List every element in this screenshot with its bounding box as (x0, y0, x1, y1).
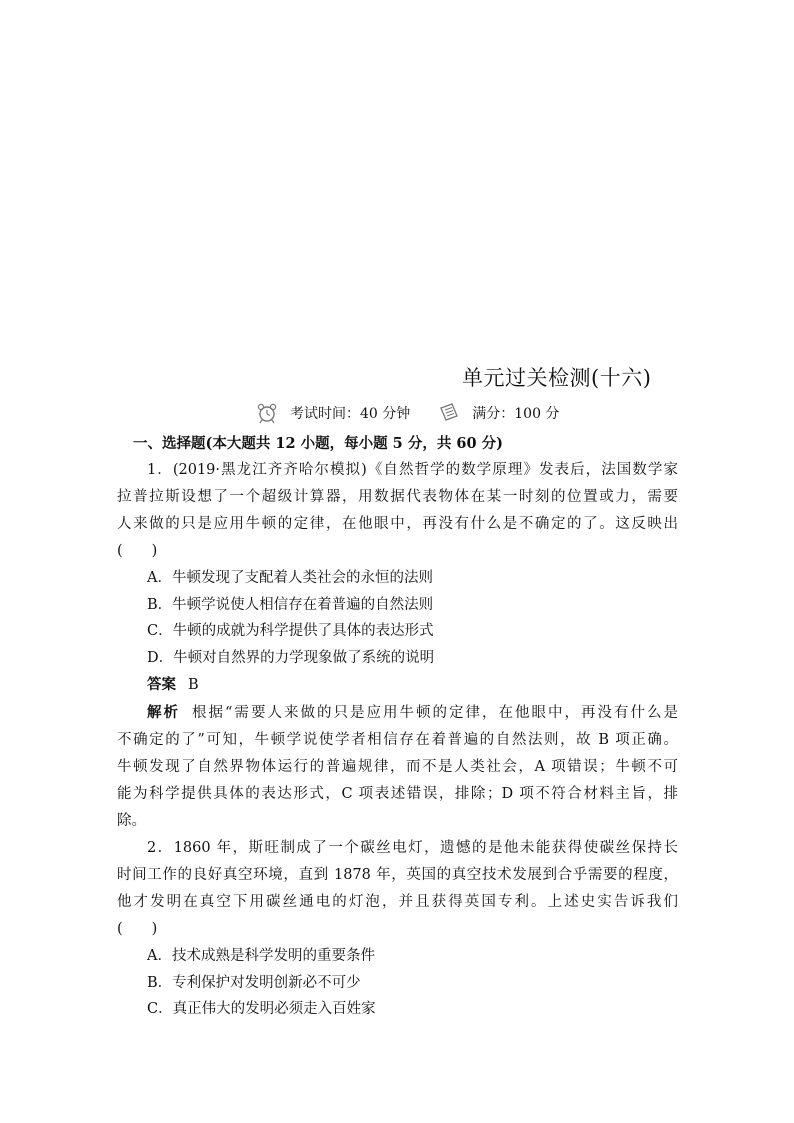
section-heading: 一、选择题(本大题共 12 小题，每小题 5 分，共 60 分) (133, 435, 503, 452)
score-sheet-icon (438, 402, 460, 424)
option-c: C．真正伟大的发明必须走入百姓家 (147, 1001, 376, 1017)
question-text-line: 1．(2019·黑龙江齐齐哈尔模拟)《自然哲学的数学原理》发表后，法国数学家 (147, 462, 678, 478)
exam-time: 考试时间：40 分钟 (290, 406, 411, 422)
exam-full-score: 满分：100 分 (472, 406, 560, 422)
answer-line (117, 671, 678, 699)
question-text-line: 时间工作的良好真空环境，直到 1878 年，英国的真空技术发展到合乎需要的程度， (117, 867, 678, 883)
analysis-text-line: 牛顿发现了自然界物体运行的普遍规律，而不是人类社会，A 项错误；牛顿不可 (117, 759, 678, 775)
answer-label: 答案 (147, 676, 176, 693)
answer-value: B (188, 677, 199, 693)
option-a: A．牛顿发现了支配着人类社会的永恒的法则 (147, 570, 433, 586)
exam-content (117, 430, 678, 1023)
option-b: B．专利保护对发明创新必不可少 (147, 974, 361, 991)
answer-blank: ( ) (117, 543, 158, 559)
answer-blank: ( ) (117, 921, 158, 937)
page-title: 单元过关检测(十六) (462, 366, 652, 390)
option-c: C．牛顿的成就为科学提供了具体的表达形式 (147, 623, 434, 639)
question-text-line: 2．1860 年，斯旺制成了一个碳丝电灯，遗憾的是他未能获得使碳丝保持长 (147, 840, 678, 856)
option-d: D．牛顿对自然界的力学现象做了系统的说明 (147, 649, 435, 666)
question-1 (117, 457, 678, 835)
option-b: B．牛顿学说使人相信存在着普遍的自然法则 (147, 596, 434, 613)
analysis-text-line: 能为科学提供具体的表达形式，C 项表述错误，排除；D 项不符合材料主旨，排 (117, 786, 678, 802)
question-text-line: 拉普拉斯设想了一个超级计算器，用数据代表物体在某一时刻的位置或力，需要 (117, 489, 678, 505)
analysis-text-line: 不确定的了”可知，牛顿学说使学者相信存在着普遍的自然法则，故 B 项正确。 (117, 732, 678, 748)
analysis-text: 根据“需要人来做的只是应用牛顿的定律，在他眼中，再没有什么是 (192, 705, 678, 721)
exam-meta (256, 402, 559, 424)
question-text-line: 人来做的只是应用牛顿的定律，在他眼中，再没有什么是不确定的了。这反映出 (117, 516, 678, 532)
analysis-text-line: 除。 (117, 813, 146, 829)
question-text-line: 他才发明在真空下用碳丝通电的灯泡，并且获得英国专利。上述史实告诉我们 (117, 894, 678, 910)
question-2 (117, 835, 678, 1023)
analysis-line (117, 699, 678, 727)
analysis-label: 解析 (147, 704, 181, 721)
option-a: A．技术成熟是科学发明的重要条件 (147, 948, 375, 964)
alarm-clock-icon (256, 402, 278, 424)
